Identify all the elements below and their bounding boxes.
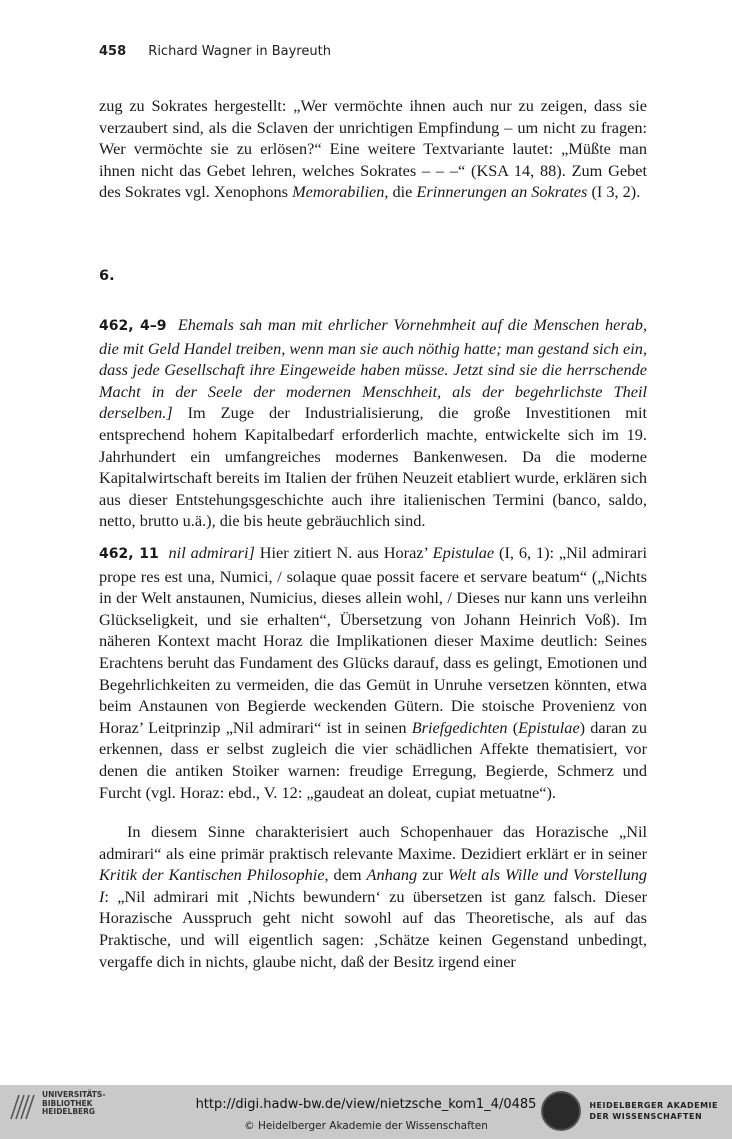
- commentary-entry-2: [99, 542, 647, 803]
- academy-seal-icon: [541, 1091, 581, 1131]
- digitization-footer: [0, 1085, 732, 1139]
- ub-line-1: UNIVERSITÄTS-: [42, 1090, 106, 1099]
- entry2-text-4: ) daran zu erkennen, dass er selbst zugleich die vier schädlichen Affekte thematisiert, vor denen die antiken Stoiker warnen: freudige Erregung, Begierde, Schmerz und Furcht (vgl. Horaz: ebd., V. 12: „gaudeat an doleat, cupiat metuatne“).: [99, 717, 647, 802]
- para3-text-1: In diesem Sinne charakterisiert auch Schopenhauer das Horazische „Nil admirari“ als eine primär praktisch relevante Maxime. Dezidiert erklärt er in seiner: [99, 822, 647, 863]
- entry2-lemma: nil admirari]: [168, 543, 255, 562]
- section-number: 6.: [99, 268, 115, 284]
- commentary-entry-1: [99, 314, 647, 532]
- intro-text-2: die: [388, 182, 417, 202]
- copyright-notice: © Heidelberger Akademie der Wissenschaften: [244, 1120, 488, 1132]
- academy-logo: [541, 1091, 718, 1131]
- entry2-italic-1: Epistulae: [432, 543, 495, 562]
- entry2-italic-3: Epistulae: [518, 717, 580, 737]
- para3-italic-2: Anhang: [366, 865, 418, 885]
- entry1-lemma: Ehemals sah man mit ehrlicher Vornehmheit auf die Menschen herab, die mit Geld Handel treiben, wenn man sie auch nöthig hatte; man gestand sich ein, dass jede Gesellschaft ihre Eingeweide haben müsse. Jetzt sind sie die herrschende Macht in der Seele der modernen Menschheit, als der begehrlichste Theil derselben.]: [99, 315, 648, 423]
- para3-text-2: , dem: [324, 865, 367, 885]
- entry1-text: Im Zuge der Industrialisierung, die große Investitionen mit entsprechend hohem Kapitalbedarf erforderlich machte, entwickelte sich im 19. Jahrhundert ein umfangreiches modernes Bankenwesen. Da die moderne Kapitalwirtschaft bereits im Italien der frühen Neuzeit etabliert wurde, erklären sich aus dieser Entstehungsgeschichte auch ihre italienischen Termini (banco, saldo, netto, brutto u.ä.), die bis heute gebräuchlich sind.: [99, 403, 647, 531]
- intro-text-1: zug zu Sokrates hergestellt: „Wer vermöchte ihnen auch nur zu zeigen, dass sie verzaubert sind, als die Sclaven der unrichtigen Empfindung – um nicht zu fragen: Wer vermöchte sie zu erlösen?“ Eine weitere Textvariante lautet: „Müßte man ihnen nicht das Gebet lehren, welches Sokrates – – –“ (KSA 14, 88). Zum Gebet des Sokrates vgl. Xenophons: [99, 96, 647, 202]
- para3-text-3: zur: [417, 865, 448, 885]
- entry2-text-1: Hier zitiert N. aus Horaz’: [254, 543, 433, 562]
- ub-line-2: BIBLIOTHEK: [42, 1098, 93, 1108]
- intro-paragraph: [99, 95, 647, 203]
- intro-text-3: (I 3, 2).: [587, 182, 641, 202]
- para3-italic-3: Welt als Wille und Vorstellung I: [99, 865, 647, 906]
- entry2-text-2: (I, 6, 1): „Nil admirari prope res est una, Numici, / solaque quae possit facere et servare beatum“ („Nichts in der Welt anstaunen, Numicius, dieses allein wohl, / Dieses nur kann uns verleihn Glückseligkeit, und sie erhalten“, Übersetzung von Johann Heinrich Voß). Im näheren Kontext macht Horaz die Implikationen dieser Maxime deutlich: Seines Erachtens beruht das Fundament des Glücks darauf, dass es gelingt, Emotionen und Begehrlichkeiten zu vermeiden, die das Gemüt in Unruhe versetzen könnten, etwa beim Anstaunen von Begierde weckenden Gütern. Die stoische Provenienz von Horaz’ Leitprinzip „Nil admirari“ ist in seinen: [99, 543, 648, 737]
- entry2-italic-2: Briefgedichten: [411, 717, 508, 737]
- commentary-paragraph-3: [99, 821, 647, 972]
- intro-italic-erinnerungen: Erinnerungen an Sokrates: [416, 182, 588, 202]
- para3-italic-1: Kritik der Kantischen Philosophie: [99, 865, 325, 885]
- running-header: [99, 44, 331, 59]
- page-number: 458: [99, 44, 127, 59]
- entry2-reference: 462, 11: [99, 546, 159, 562]
- running-title: Richard Wagner in Bayreuth: [148, 44, 331, 59]
- para3-text-4: : „Nil admirari mit ‚Nichts bewundern‘ zu übersetzen ist ganz falsch. Dieser Horazische Ausspruch geht nicht sowohl auf das Theoretische, als auf das Praktische, und will eigentlich sagen: ‚Schätze keinen Gegenstand unbedingt, vergaffe dich in nichts, glaube nicht, daß der Besitz irgend einer: [99, 886, 647, 971]
- entry1-reference: 462, 4–9: [99, 318, 167, 334]
- hk-line-1: HEIDELBERGER AKADEMIE: [589, 1101, 718, 1110]
- source-url-link[interactable]: http://digi.hadw-bw.de/view/nietzsche_kom1_4/0485: [195, 1097, 537, 1112]
- entry2-text-3: (: [507, 717, 519, 737]
- hk-line-2: DER WISSENSCHAFTEN: [589, 1112, 703, 1121]
- ub-line-3: HEIDELBERG: [42, 1107, 96, 1116]
- intro-italic-memorabilien: Memorabilien,: [292, 182, 389, 202]
